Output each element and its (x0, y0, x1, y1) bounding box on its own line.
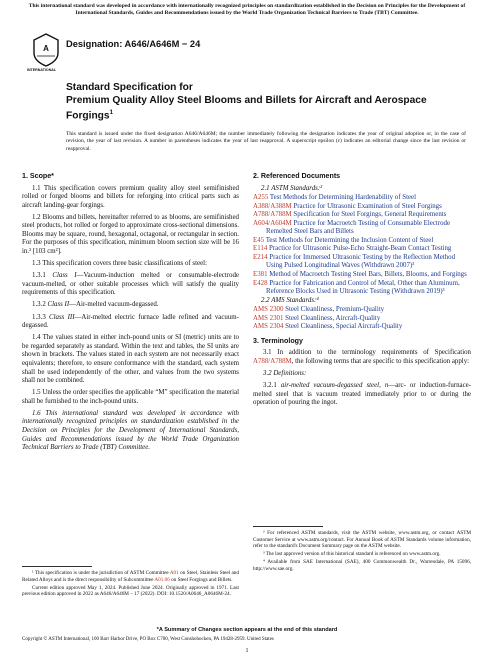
ams-standard-link[interactable]: AMS 2300 (253, 306, 284, 314)
astm-standard-title[interactable]: Test Methods for Determining the Inclusion Content of Steel (264, 236, 434, 244)
para-1-3: 1.3 This specification covers three basic classifications of steel: (32, 260, 207, 268)
astm-standard-link[interactable]: E45 (253, 236, 265, 244)
para-1-3-2 (22, 301, 239, 310)
a788-link[interactable]: A788/A788M (253, 357, 292, 365)
title-line-2 (66, 94, 466, 122)
class-label: Class III (49, 313, 75, 321)
para-number: 1.3.2 (32, 301, 46, 309)
para-1-6: 1.6 This international standard was developed in accordance with internationally recognized principles on standardization established in the Decision on Principles for the Development of International Standards, Guides and Recommendations issued by the World Trade Organization Technical Barriers to Trade (TBT) Committee. (22, 409, 239, 452)
footnote-3: ³ The last approved version of this historical standard is referenced on www.astm.org. (263, 551, 441, 558)
astm-standard-link[interactable]: E428 (253, 279, 268, 287)
astm-standard-link[interactable]: E214 (253, 253, 268, 261)
astm-reference-item (253, 220, 471, 237)
para-text: —Vacuum-induction melted or consumable-electrode vacuum-melted, or other suitable processes which will satisfy the quality requirements of this specification. (22, 272, 239, 297)
footnotes-right (253, 526, 471, 574)
astm-standard-link[interactable]: A788/A788M (253, 211, 292, 219)
fn-text: on Steel Forgings and Billets. (169, 576, 233, 583)
terminology-heading: 3. Terminology (253, 336, 303, 345)
summary-of-changes-note: *A Summary of Changes section appears at the end of this standard (156, 627, 338, 633)
para-3-1 (253, 349, 471, 366)
ams-standards-list (253, 306, 471, 332)
title-footnote-mark: 1 (109, 110, 113, 116)
footnotes-left (22, 566, 239, 599)
astm-standards-head: 2.1 ASTM Standards:² (261, 184, 323, 192)
astm-standard-title[interactable]: Specification for Steel Forgings, General Requirements (291, 211, 447, 219)
para-number: 3.2.1 (263, 382, 277, 390)
para-1-4: 1.4 The values stated in either inch-pound units or SI (metric) units are to be regarded separately as standard. Within the text and tables, the SI units are shown in brackets. The values stated in each system are not necessarily exact equivalents; therefore, to ensure conformance with the standard, each system shall be used independently of the other, and values from the two systems shall not be combined. (22, 334, 239, 385)
document-title (66, 81, 466, 122)
svg-text:A: A (43, 44, 49, 53)
scope-heading: 1. Scope* (22, 172, 54, 180)
footnote-rule (22, 566, 92, 567)
page-number: 1 (245, 648, 249, 654)
footnote-1-edition: Current edition approved May 1, 2024. Published June 2024. Originally approved in 1971. Last previous edition approved in 2022 as A646/A646M – 17 (2022). DOI: 10.1520/A0646_A0646M-24. (22, 584, 239, 598)
para-number: 1.3.3 (32, 313, 46, 321)
subcommittee-a0106-link[interactable]: A01.06 (154, 576, 170, 583)
ams-standard-link[interactable]: AMS 2301 (253, 314, 284, 322)
astm-standards-list (253, 194, 471, 297)
astm-standard-title[interactable]: Practice for Fabrication and Control of Metal, Other than Aluminum, Reference Blocks Used in Ultrasonic Testing (Withdrawn 2019)³ (266, 279, 460, 296)
para-1-3-1 (22, 272, 239, 298)
footnote-rule (253, 526, 323, 527)
astm-reference-item (253, 203, 471, 212)
ams-standard-title[interactable]: Steel Cleanliness, Special Aircraft-Quality (283, 323, 403, 331)
issued-under-note: This standard is issued under the fixed designation A646/A646M; the number immediately following the designation indicates the year of original adoption or, in the case of revision, the year of last revision. A number in parentheses indicates the year of last reapproval. A superscript epsilon (ε) indicates an editorial change since the last revision or reapproval. (66, 131, 466, 152)
right-column (253, 172, 471, 411)
fn-text: on Steel, Stainless Steel and Related Alloys and is the direct responsibility of Subcommittee (22, 570, 239, 583)
footnote-4: ⁴ Available from SAE International (SAE), 400 Commonwealth Dr., Warrendale, PA 15096, http://www.sae.org. (253, 559, 471, 572)
left-column (22, 172, 239, 456)
para-3-2-1 (253, 382, 471, 408)
para-3-2: 3.2 Definitions: (263, 370, 307, 378)
para-1-2: 1.2 Blooms and billets, hereinafter referred to as blooms, are semifinished steel products, hot rolled or forged to approximate cross-sectional dimensions. Blooms may be square, round, hexagonal, octagonal, or rectangular in section. For the purposes of this specification, minimum bloom section size will be 16 in.² [103 cm²]. (22, 213, 239, 255)
para-1-3-3 (22, 314, 239, 331)
definition-text: —arc- or induction-furnace-melted steel that is vacuum treated immediately prior to or during the operation of pouring the ingot. (253, 382, 471, 407)
ams-reference-item (253, 315, 471, 324)
astm-standard-title[interactable]: Practice for Macroetch Testing of Consumable Electrode Remelted Steel Bars and Billets (266, 219, 451, 236)
ams-reference-item (253, 306, 471, 315)
ams-standard-title[interactable]: Steel Cleanliness, Aircraft-Quality (283, 314, 381, 322)
para-text: —Air-melted electric furnace ladle refined and vacuum-degassed. (22, 313, 239, 330)
astm-standard-link[interactable]: E381 (253, 271, 268, 279)
wto-notice: This international standard was developed in accordance with internationally recognized principles on standardization established in the Decision on Principles for the Development of International Standards, Guides and Recommendations issued by the World Trade Organization Technical Barriers to Trade (TBT) Committee. (28, 3, 466, 16)
astm-standard-link[interactable]: E114 (253, 245, 268, 253)
astm-standard-title[interactable]: Practice for Ultrasonic Pulse-Echo Straight-Beam Contact Testing (267, 245, 452, 253)
astm-standard-title[interactable]: Test Methods for Determining Hardenability of Steel (268, 194, 417, 202)
references-heading: 2. Referenced Documents (253, 172, 341, 180)
para-1-5: 1.5 Unless the order specifies the applicable “M” specification the material shall be furnished to the inch-pound units. (22, 389, 239, 405)
ams-standard-link[interactable]: AMS 2304 (253, 323, 284, 331)
title-line-1: Standard Specification for (66, 82, 193, 93)
committee-a01-link[interactable]: A01 (169, 570, 179, 576)
para-1-1: 1.1 This specification covers premium quality alloy steel semifinished rolled or forged blooms and billets for reforging into critical parts such as aircraft landing-gear forgings. (22, 184, 239, 209)
astm-logo (31, 33, 61, 67)
astm-reference-item (253, 280, 471, 297)
designation: Designation: A646/A646M − 24 (66, 39, 201, 49)
para-text: —Air-melted vacuum-degassed. (69, 301, 159, 309)
astm-reference-item (253, 245, 471, 254)
class-label: Class II (47, 301, 70, 309)
copyright-line: Copyright © ASTM International, 100 Barr Harbor Drive, PO Box C700, West Conshohocken, PA 19428-2959. United States (22, 637, 274, 642)
footnote-1 (22, 570, 239, 583)
astm-standard-link[interactable]: A388/A388M (253, 202, 292, 210)
logo-caption: INTERNATIONAL (27, 68, 57, 72)
class-label: Class I (52, 272, 77, 280)
defined-term: air-melted vacuum-degassed steel, n (280, 382, 389, 390)
ams-standards-head: 2.2 AMS Standards:⁴ (261, 296, 319, 304)
astm-standard-title[interactable]: Method of Macroetch Testing Steel Bars, Billets, Blooms, and Forgings (267, 271, 467, 279)
footnote-2: ² For referenced ASTM standards, visit the ASTM website, www.astm.org, or contact ASTM Customer Service at www.astm.org/contact. For Annual Book of ASTM Standards volume information, refer to the standard's Document Summary page on the ASTM website. (253, 530, 471, 550)
astm-reference-item (253, 237, 471, 246)
astm-standard-title[interactable]: Practice for Ultrasonic Examination of Steel Forgings (291, 202, 442, 210)
astm-standard-link[interactable]: A604/A604M (253, 219, 292, 227)
fn-text: ¹ This specification is under the jurisdiction of ASTM Committee (32, 570, 170, 576)
para-text: , the following terms that are specific to this specification apply: (291, 357, 470, 365)
astm-reference-item (253, 211, 471, 220)
para-text: 3.1 In addition to the terminology requirements of Specification (263, 349, 471, 357)
ams-reference-item (253, 323, 471, 332)
ams-standard-title[interactable]: Steel Cleanliness, Premium-Quality (283, 306, 385, 314)
astm-reference-item (253, 271, 471, 280)
para-number: 1.3.1 (32, 272, 46, 280)
astm-reference-item (253, 254, 471, 271)
astm-standard-link[interactable]: A255 (253, 194, 269, 202)
title-main-text: Premium Quality Alloy Steel Blooms and Billets for Aircraft and Aerospace Forgings (66, 95, 427, 122)
astm-standard-title[interactable]: Practice for Immersed Ultrasonic Testing by the Reflection Method Using Pulsed Longitudinal Waves (Withdrawn 2007)³ (266, 253, 456, 270)
astm-reference-item (253, 194, 471, 203)
